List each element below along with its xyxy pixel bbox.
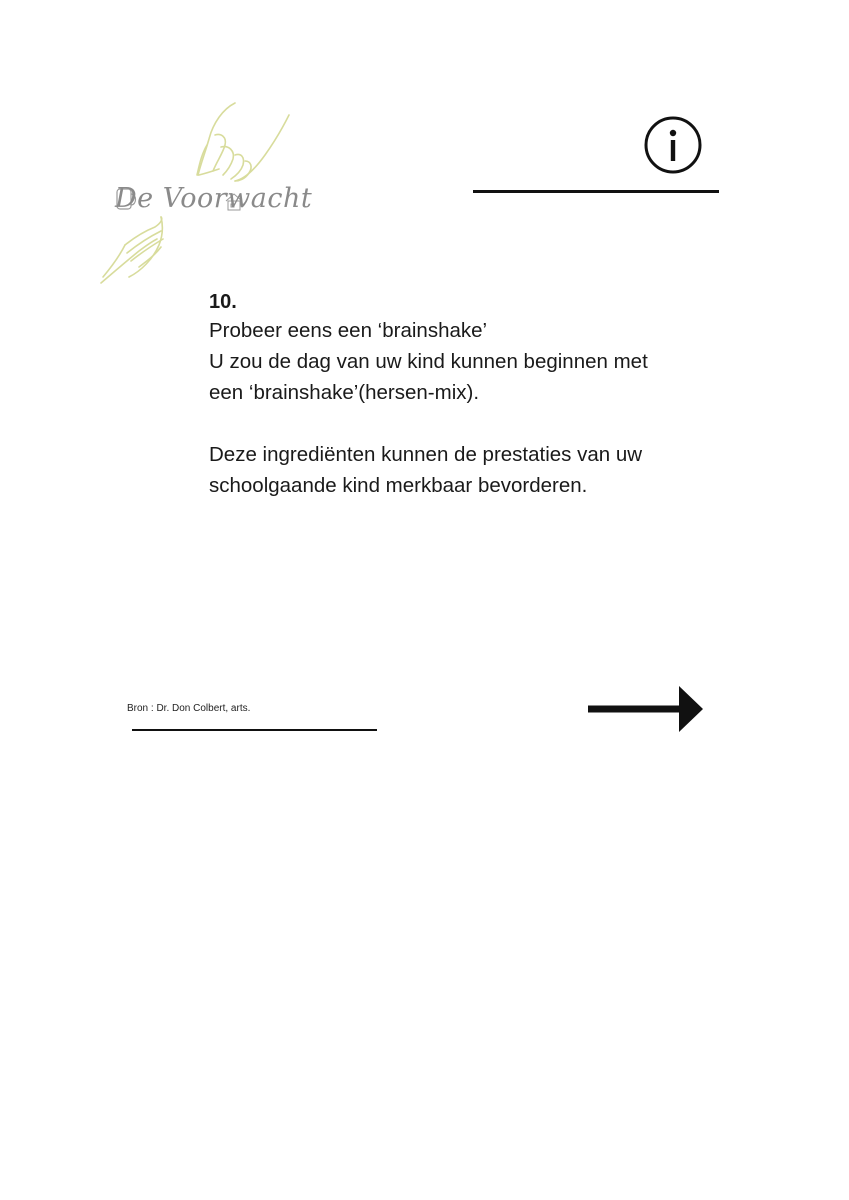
info-circle-icon[interactable] [644, 116, 702, 174]
tip-text-line: Deze ingrediënten kunnen de prestaties van uw [209, 443, 643, 466]
tip-number: 10. [209, 291, 237, 313]
paragraph-gap [209, 408, 729, 439]
footer-divider [132, 729, 377, 731]
tip-text-line: U zou de dag van uw kind kunnen beginnen met [209, 350, 648, 373]
tip-text-line: een ‘brainshake’(hersen-mix). [209, 381, 480, 404]
arrow-right-icon[interactable] [587, 684, 705, 734]
brand-name: De Voorwacht [115, 183, 313, 214]
tip-content [209, 289, 729, 501]
source-citation: Bron : Dr. Don Colbert, arts. [127, 703, 251, 714]
tip-title: Probeer eens een ‘brainshake’ [209, 319, 488, 342]
brand-logo [95, 95, 313, 290]
header-divider [473, 190, 719, 193]
tip-text-line: schoolgaande kind merkbaar bevorderen. [209, 474, 588, 497]
